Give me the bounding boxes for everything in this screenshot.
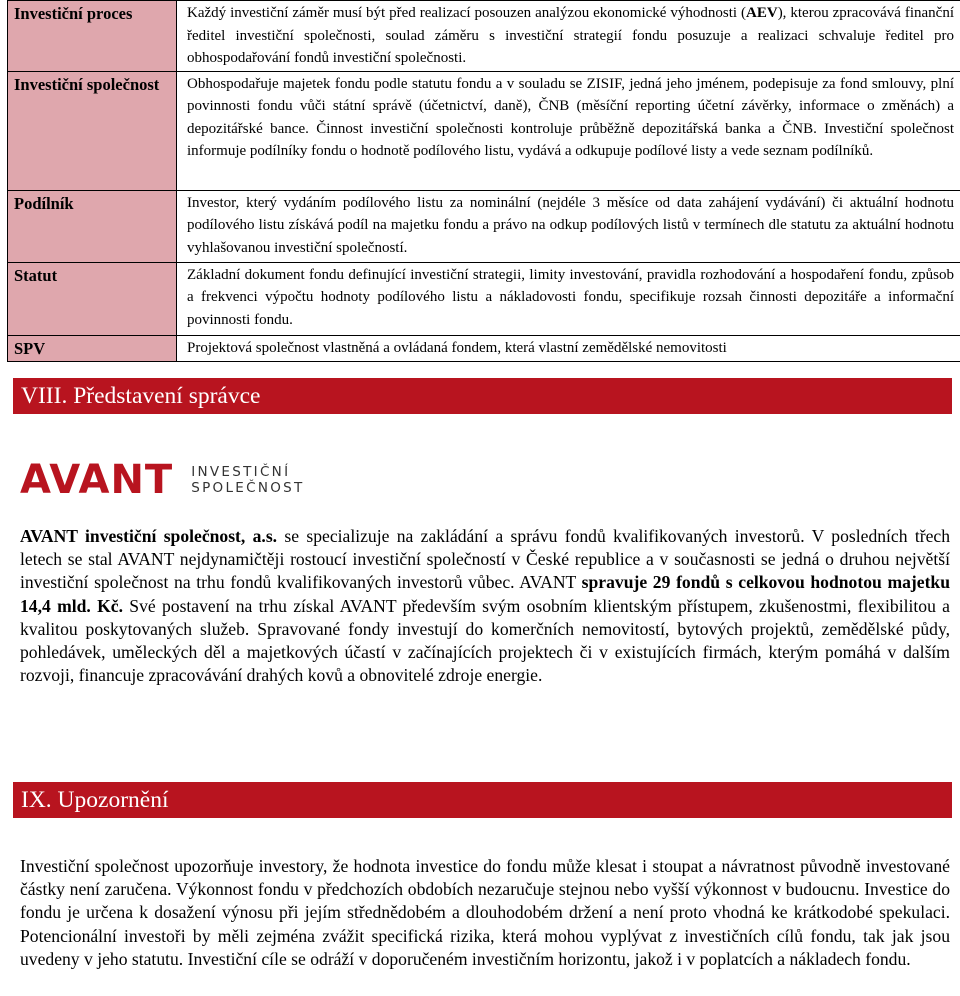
paragraph-text: se specializuje na zakládání a správu fondů kvalifikovaných investorů. V posledních třech letech se stal AVANT nejdynamičtěji rostoucí investiční společností v České republice a v současnosti se jedná o druhou největší investiční společnost na trhu fondů kvalifikovaných investorů vůbec. AVANT [20, 526, 951, 593]
definition-abbreviation: AEV [746, 5, 778, 21]
glossary-row-shareholder [8, 190, 960, 262]
glossary-term: Statut [8, 262, 177, 335]
glossary-term: Podílník [8, 190, 177, 262]
assets-highlight: spravuje 29 fondů s celkovou hodnotou majetku 14,4 mld. Kč. [20, 572, 951, 616]
glossary-definition [177, 1, 960, 72]
glossary-definition: Základní dokument fondu definující investiční strategii, limity investování, pravidla rozhodování a hospodaření fondu, způsob a frekvenci výpočtu hodnoty podílového listu a nákladovosti fondu, specifikuje rozsah činnosti depozitáře a informační povinnosti fondu. [177, 262, 960, 335]
logo-tagline-line2: SPOLEČNOST [191, 480, 305, 496]
avant-logo [20, 457, 305, 503]
glossary-row-statute [8, 262, 960, 335]
manager-description-paragraph [20, 525, 950, 687]
logo-wordmark: AVANT [20, 457, 174, 503]
definition-text: ), kterou zpracovává finanční ředitel investiční společnosti, soulad záměru s investiční strategií fondu posuzuje a realizaci schvaluje ředitel pro obhospodařování fondů investiční společnosti. [187, 5, 955, 66]
definition-text: Každý investiční záměr musí být před realizací posouzen analýzou ekonomické výhodnosti ( [187, 5, 747, 21]
section-heading-warning: IX. Upozornění [13, 782, 952, 818]
glossary-row-investment-process [8, 1, 960, 72]
company-name: AVANT investiční společnost, a.s. [20, 526, 278, 546]
glossary-term: Investiční společnost [8, 71, 177, 190]
warning-paragraph: Investiční společnost upozorňuje investory, že hodnota investice do fondu může klesat i stoupat a návratnost původně investované částky není zaručena. Výkonnost fondu v předchozích obdobích nezaručuje stejnou nebo vyšší výkonnost v budoucnu. Investice do fondu je určena k dosažení výnosu při jejím střednědobém a dlouhodobém držení a není proto vhodná ke krátkodobé spekulaci. Potencionální investoři by měli zejména zvážit specifická rizika, která mohou vyplývat z investičních cílů fondu, tak jak jsou uvedeny v jeho statutu. Investiční cíle se odráží v doporučeném investičním horizontu, jakož i v poplatcích a nákladech fondu. [20, 856, 950, 969]
glossary-row-investment-company [8, 71, 960, 190]
glossary-table [7, 0, 960, 362]
glossary-row-spv [8, 335, 960, 362]
glossary-definition: Obhospodařuje majetek fondu podle statutu fondu a v souladu se ZISIF, jedná jeho jménem, podepisuje za fond smlouvy, plní povinnosti fondu vůči státní správě (účetnictví, daně), ČNB (měsíční reporting účetní závěrky, informace o změnách) a depozitářské bance. Činnost investiční společnosti kontroluje průběžně depozitářská banka a ČNB. Investiční společnost informuje podílníky fondu o hodnotě podílového listu, vydává a odkupuje podílové listy a vede seznam podílníků. [177, 71, 960, 190]
glossary-definition: Investor, který vydáním podílového listu za nominální (nejdéle 3 měsíce od data zahájení vydávání) či aktuální hodnotu podílového listu získává podíl na majetku fondu a právo na odkup podílových listů v termínech dle statutu za aktuální hodnotu vyhlašovanou investiční společností. [177, 190, 960, 262]
glossary-term: SPV [8, 335, 177, 362]
logo-tagline [191, 464, 304, 496]
paragraph-text: Své postavení na trhu získal AVANT především svým osobním klientským přístupem, zkušenostmi, flexibilitou a kvalitou poskytovaných služeb. Spravované fondy investují do komerčních nemovitostí, bytových projektů, zemědělské půdy, pohledávek, uměleckých děl a majetkových účastí v začínajících projektech či v existujících firmách, kterým pomáhá v dalším rozvoji, financuje zpracovávání drahých kovů a obnovitelé zdroje energie. [20, 595, 950, 686]
section-heading-manager-introduction: VIII. Představení správce [13, 378, 952, 414]
logo-tagline-line1: INVESTIČNÍ [191, 464, 291, 480]
glossary-definition: Projektová společnost vlastněná a ovládaná fondem, která vlastní zemědělské nemovitosti [177, 335, 960, 362]
glossary-term: Investiční proces [8, 1, 177, 72]
